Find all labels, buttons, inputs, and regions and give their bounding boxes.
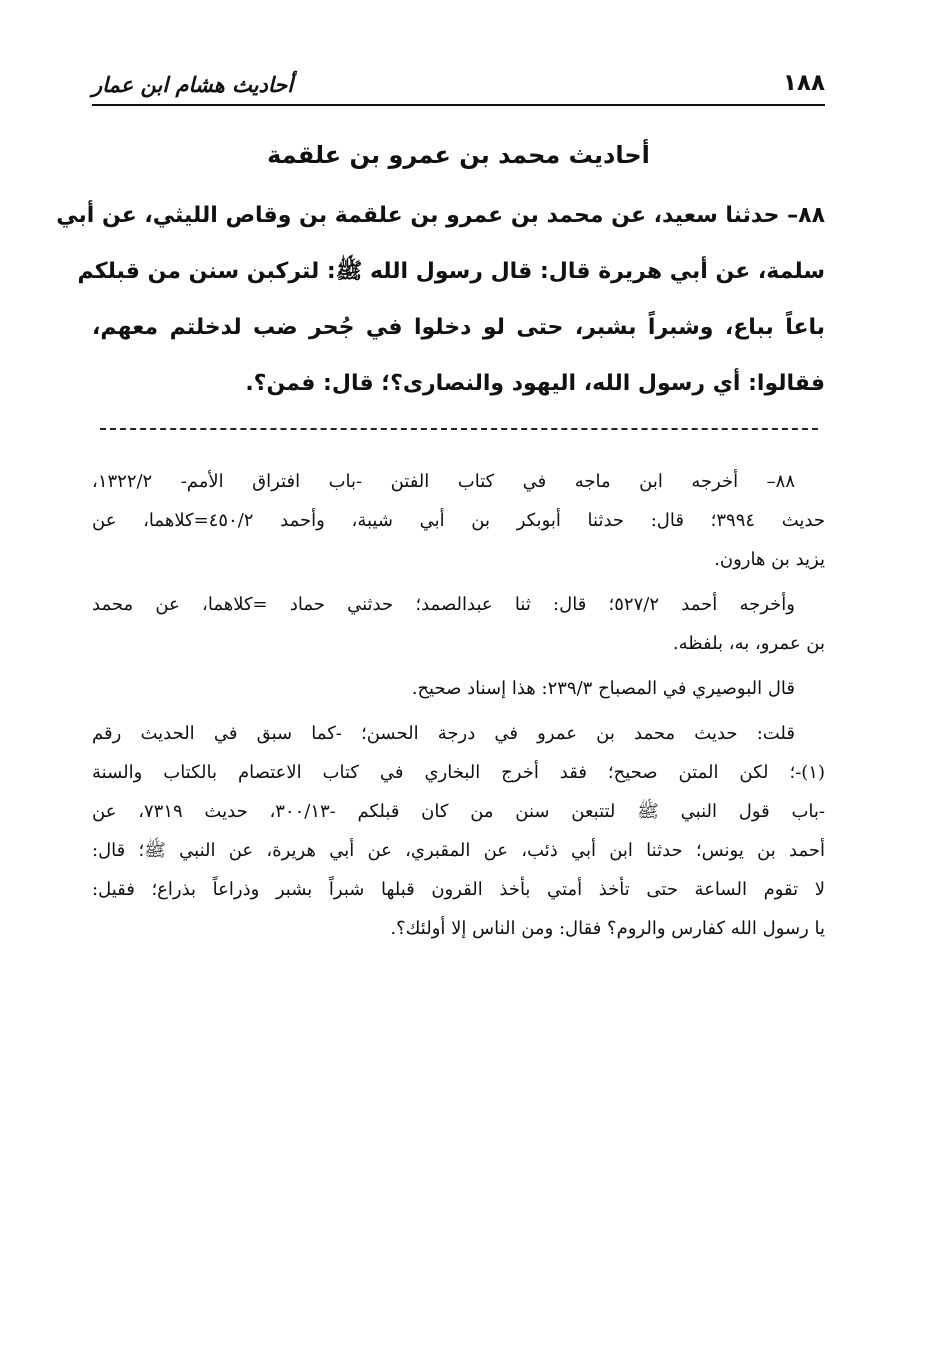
footnote-paragraph (92, 585, 825, 663)
hadith-line: سلمة، عن أبي هريرة قال: قال رسول الله ﷺ: لتركبن سنن من قبلكم (77, 259, 825, 284)
footnote-line: ٨٨– أخرجه ابن ماجه في كتاب الفتن -باب افتراق الأمم- ١٣٢٢/٢، (92, 471, 795, 492)
footnote-paragraph (92, 669, 825, 708)
footnote-paragraph (92, 462, 825, 579)
footnote-line: بن عمرو، به، بلفظه. (672, 633, 825, 654)
footnote-line: يا رسول الله كفارس والروم؟ فقال: ومن الناس إلا أولئك؟. (390, 918, 825, 939)
footnote-line: (١)-؛ لكن المتن صحيح؛ فقد أخرج البخاري في كتاب الاعتصام بالكتاب والسنة (92, 762, 825, 783)
footnote-line: يزيد بن هارون. (714, 549, 825, 570)
footnote-line: لا تقوم الساعة حتى تأخذ أمتي بأخذ القرون قبلها شبراً بشبر وذراعاً بذراع؛ فقيل: (92, 879, 825, 900)
hadith-line: ٨٨– حدثنا سعيد، عن محمد بن عمرو بن علقمة بن وقاص الليثي، عن أبي (56, 203, 825, 228)
header-rule (92, 104, 825, 106)
section-title: أحاديث محمد بن عمرو بن علقمة (267, 141, 650, 169)
footnote-divider (100, 428, 818, 430)
footnote-line: قلت: حديث محمد بن عمرو في درجة الحسن؛ -كما سبق في الحديث رقم (92, 723, 795, 744)
hadith-line: باعاً بباع، وشبراً بشبر، حتى لو دخلوا في جُحر ضب لدخلتم معهم، (92, 315, 825, 340)
footnote-line: وأخرجه أحمد ٥٢٧/٢؛ قال: ثنا عبدالصمد؛ حدثني حماد =كلاهما، عن محمد (92, 594, 795, 615)
hadith-text (56, 195, 825, 419)
footnote-line: قال البوصيري في المصباح ٢٣٩/٣: هذا إسناد صحيح. (411, 678, 795, 699)
hadith-line: فقالوا: أي رسول الله، اليهود والنصارى؟؛ قال: فمن؟. (245, 371, 825, 396)
footnote-line: حديث ٣٩٩٤؛ قال: حدثنا أبوبكر بن أبي شيبة، وأحمد ٤٥٠/٢=كلاهما، عن (92, 510, 826, 531)
footnote-line: -باب قول النبي ﷺ لتتبعن سنن من كان قبلكم -٣٠٠/١٣، حديث ٧٣١٩، عن (92, 801, 826, 822)
page-header (92, 58, 825, 98)
running-book-title: أحاديث هشام ابن عمار (92, 72, 294, 97)
footnote-line: أحمد بن يونس؛ حدثنا ابن أبي ذئب، عن المقبري، عن أبي هريرة، عن النبي ﷺ؛ قال: (92, 840, 825, 861)
footnote-paragraph (92, 714, 825, 948)
footnotes (92, 462, 825, 948)
page-number: ١٨٨ (782, 70, 825, 97)
